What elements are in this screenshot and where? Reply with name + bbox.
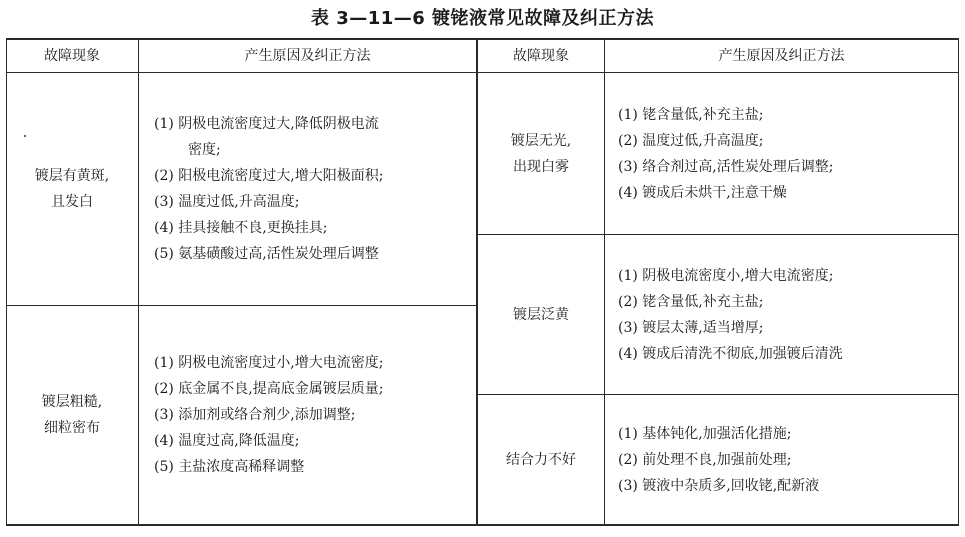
remedy-item: (2) 前处理不良,加强前处理; xyxy=(618,451,792,468)
header-right-fault xyxy=(478,40,604,72)
fault-line: 细粒密布 xyxy=(44,420,100,436)
remedy-item: (2) 底金属不良,提高底金属镀层质量; xyxy=(154,381,384,397)
remedy-item: (4) 镀成后清洗不彻底,加强镀后清洗 xyxy=(618,345,843,362)
right-row1-remedies xyxy=(618,73,956,234)
remedy-item: (3) 络合剂过高,活性炭处理后调整; xyxy=(618,158,834,175)
remedy-item: (2) 阳极电流密度过大,增大阳极面积; xyxy=(154,168,384,184)
col-divider-1 xyxy=(138,38,139,526)
fault-table xyxy=(6,38,959,526)
remedy-item: (1) 基体钝化,加强活化措施; xyxy=(618,425,792,442)
col-divider-3 xyxy=(604,38,605,526)
header-right-fault-label: 故障现象 xyxy=(513,48,569,64)
remedy-item: (5) 主盐浓度高稀释调整 xyxy=(154,459,305,475)
header-right-remedy-label: 产生原因及纠正方法 xyxy=(718,48,845,64)
right-row2-fault xyxy=(478,235,604,394)
remedy-item: (1) 阴极电流密度过大,降低阴极电流 xyxy=(154,116,379,132)
remedy-item: (4) 温度过高,降低温度; xyxy=(154,433,300,449)
table-title: 表 3—11—6 镀铑液常见故障及纠正方法 xyxy=(310,8,655,29)
remedy-item-continuation: 密度; xyxy=(188,142,221,158)
fault-line: 镀层粗糙, xyxy=(41,394,103,410)
fault-line: 且发白 xyxy=(51,194,93,210)
fault-line: 镀层无光, xyxy=(510,132,572,149)
right-row3-remedies xyxy=(618,395,956,524)
fault-line: 出现白雾 xyxy=(513,158,569,175)
header-left-fault xyxy=(6,40,138,72)
remedy-item: (4) 镀成后未烘干,注意干燥 xyxy=(618,184,787,201)
remedy-item: (2) 温度过低,升高温度; xyxy=(618,132,764,149)
left-row2-remedies xyxy=(154,306,474,524)
left-row1-fault xyxy=(6,73,138,305)
fault-line: 结合力不好 xyxy=(506,451,576,468)
right-row2-remedies xyxy=(618,235,956,394)
right-row3-fault xyxy=(478,395,604,524)
left-row1-remedies xyxy=(154,73,474,305)
remedy-item: (3) 镀液中杂质多,回收铑,配新液 xyxy=(618,477,820,494)
table-border-right xyxy=(958,38,959,526)
header-right-remedy xyxy=(605,40,958,72)
left-row2-fault xyxy=(6,306,138,524)
remedy-item: (1) 铑含量低,补充主盐; xyxy=(618,106,764,123)
remedy-item: (1) 阴极电流密度过小,增大电流密度; xyxy=(154,355,384,371)
fault-line: 镀层有黄斑, xyxy=(34,168,110,184)
remedy-item: (3) 温度过低,升高温度; xyxy=(154,194,300,210)
remedy-item: (3) 镀层太薄,适当增厚; xyxy=(618,319,764,336)
table-border-bottom xyxy=(6,524,959,526)
remedy-item: (1) 阴极电流密度小,增大电流密度; xyxy=(618,267,834,284)
remedy-item: (3) 添加剂或络合剂少,添加调整; xyxy=(154,407,356,423)
header-left-remedy-label: 产生原因及纠正方法 xyxy=(244,48,371,64)
right-row1-fault xyxy=(478,73,604,234)
remedy-item: (5) 氨基磺酸过高,活性炭处理后调整 xyxy=(154,246,379,262)
header-left-fault-label: 故障现象 xyxy=(44,48,100,64)
remedy-item: (4) 挂具接触不良,更换挂具; xyxy=(154,220,328,236)
fault-line: 镀层泛黄 xyxy=(513,306,569,323)
remedy-item: (2) 铑含量低,补充主盐; xyxy=(618,293,764,310)
header-left-remedy xyxy=(139,40,476,72)
